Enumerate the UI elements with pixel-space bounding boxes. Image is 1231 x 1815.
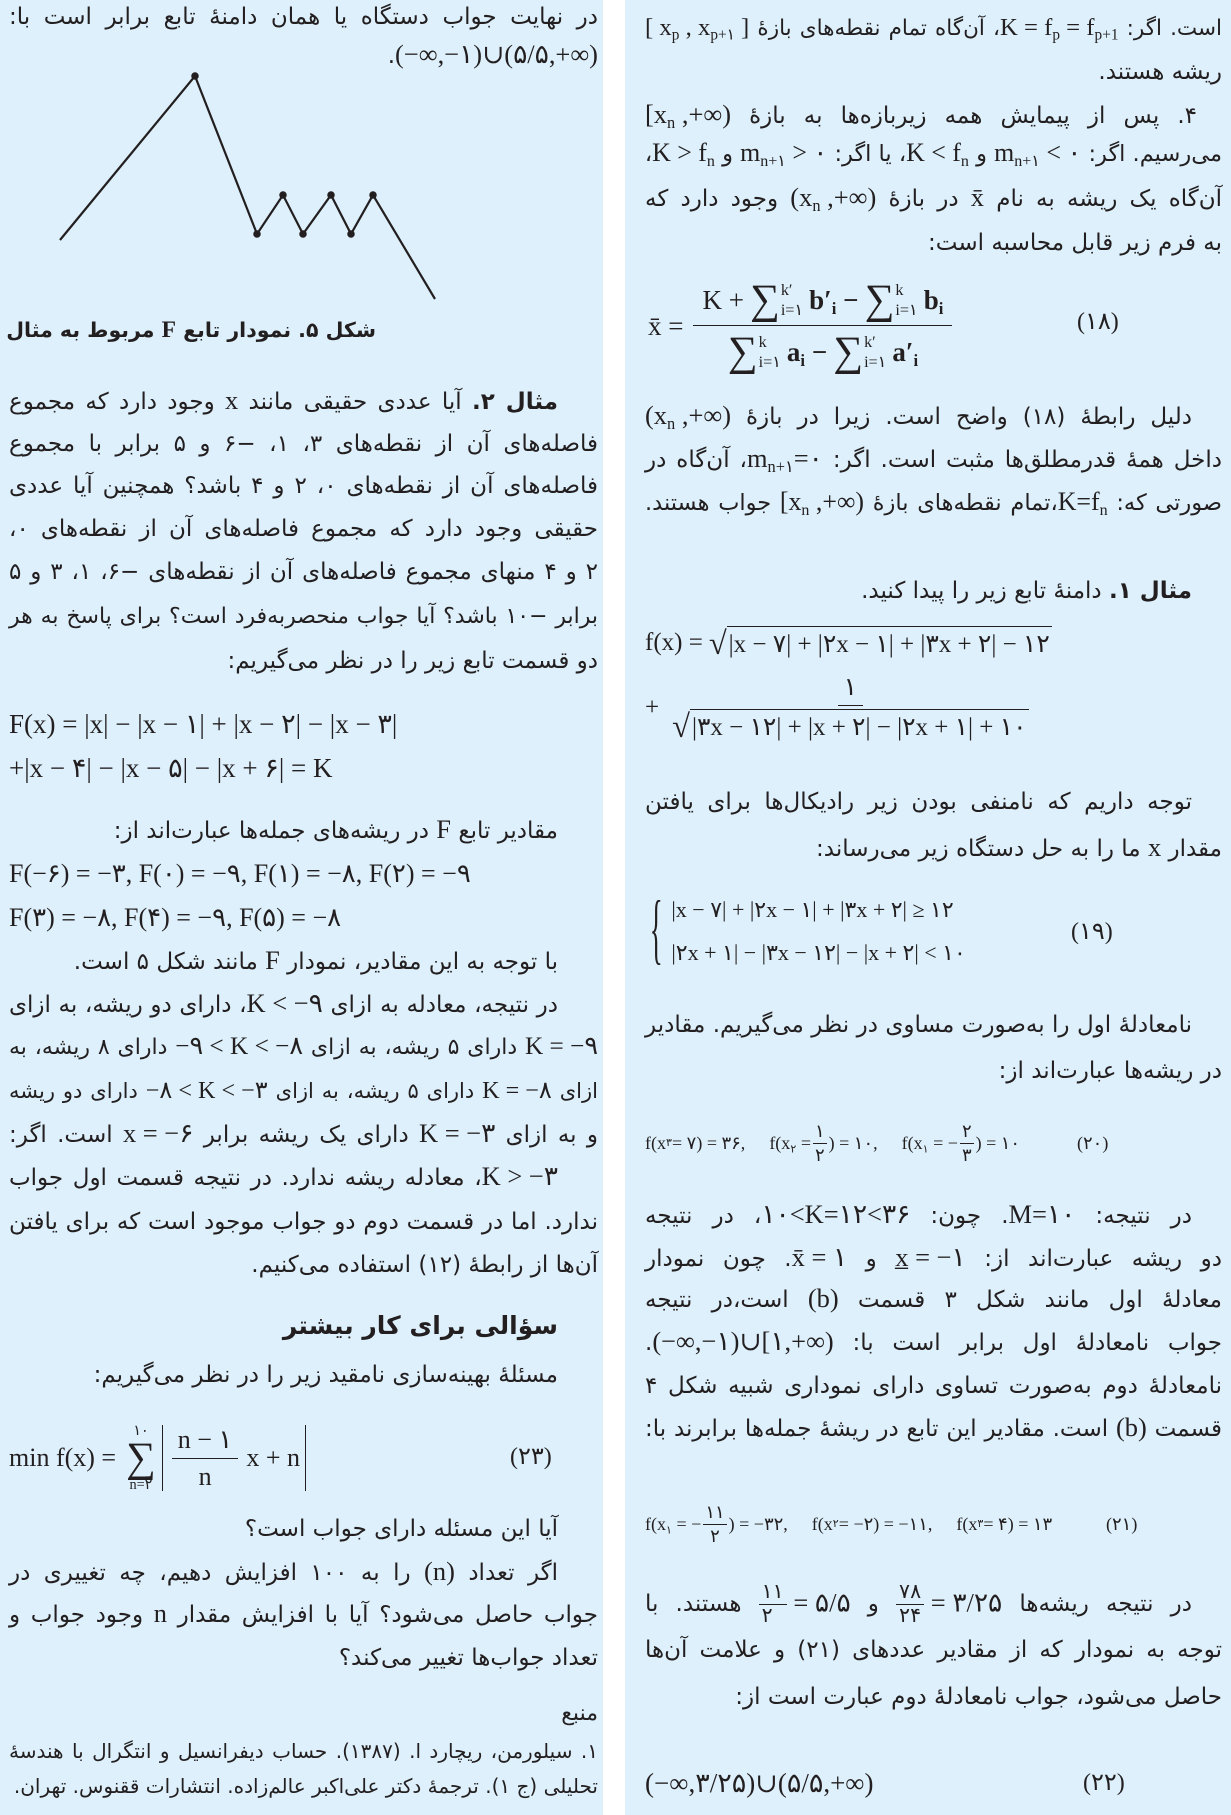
text-line: فاصله‌های آن از نقطه‌های ۳، ۱، −۶ و ۵ برابر با مجموع xyxy=(9,431,598,457)
text-segment: ، معادله ریشه ندارد. در نتیجه قسمت اول جواب xyxy=(9,1165,482,1191)
text-segment: است. مقادیر این تابع در ریشۀ جمله‌ها برابرند با: xyxy=(645,1416,1116,1442)
text-line: مسئلۀ بهینه‌سازی نامقید زیر را در نظر می‌گیریم: xyxy=(93,1362,558,1388)
text-segment: دارای ۸ ریشه، به xyxy=(9,1035,176,1060)
numerator: ۱۱ xyxy=(703,1502,726,1525)
F-values-line-2 xyxy=(9,897,341,939)
math-term: $a'_i$ xyxy=(892,337,919,371)
equation-18 xyxy=(648,277,956,375)
text-segment: دلیل رابطۀ (۱۸) واضح است. زیرا در بازۀ xyxy=(731,404,1192,430)
summation xyxy=(727,328,781,375)
example-2-line xyxy=(9,381,598,423)
inline-math: −۸ < K < −۳ xyxy=(145,1077,268,1104)
numerator: ۷۸ xyxy=(896,1581,924,1606)
text-line xyxy=(645,178,1222,220)
question-line xyxy=(9,1552,598,1594)
math-term xyxy=(902,1121,1020,1166)
denominator: ۲۴ xyxy=(899,1605,922,1628)
text-segment: را به ۱۰۰ افزایش دهیم، چه تغییری در xyxy=(9,1560,425,1586)
text-line xyxy=(9,984,598,1026)
caption-variable: F xyxy=(161,317,176,343)
domain-conclusion-line: در نهایت جواب دستگاه یا همان دامنۀ تابع برابر است با: xyxy=(9,4,598,30)
text-line xyxy=(9,1027,598,1069)
plus-sign: + xyxy=(645,693,660,721)
equation-number-19: (۱۹) xyxy=(1071,919,1113,945)
text-segment: جواب هستند. xyxy=(645,490,780,516)
text-segment: و به ازای xyxy=(495,1122,598,1148)
text-segment: ، آن‌گاه در xyxy=(645,447,747,473)
reference-1-line-1: ۱. سیلورمن، ریچارد ا. (۱۳۸۷). حساب دیفرانسیل و انتگرال با هندسۀ xyxy=(9,1739,598,1763)
question-line xyxy=(9,1594,598,1636)
sum-upper-limit: k′ xyxy=(864,333,876,352)
text-segment: ازای xyxy=(551,1079,598,1103)
equation-number-21: (۲۱) xyxy=(1106,1514,1138,1534)
text-segment: در نتیجه ریشه‌ها xyxy=(1002,1591,1192,1617)
inline-math: $K=f_n$ xyxy=(1057,487,1108,519)
inline-math xyxy=(896,1581,1002,1629)
figure-5-caption xyxy=(0,309,376,351)
text-line xyxy=(645,482,1222,524)
radical-icon: √ xyxy=(708,625,727,662)
left-brace-icon: { xyxy=(649,886,663,973)
text-segment: و xyxy=(714,141,741,167)
text-segment: و xyxy=(847,1246,896,1272)
fraction xyxy=(703,1502,726,1547)
equation-21 xyxy=(645,1501,1076,1547)
reference-1-line-2: تحلیلی (ج ۱). ترجمۀ دکتر علی‌اکبر عالم‌زاده. انتشارات ققنوس. تهران. xyxy=(13,1774,598,1798)
text-line: توجه به نمودار که از مقادیر عددهای (۲۱) و علامت آن‌ها xyxy=(645,1637,1222,1663)
inline-math: $K < f_n$ xyxy=(906,138,969,170)
text-segment: می‌رسیم. اگر: xyxy=(1081,141,1222,167)
right-column xyxy=(625,0,1231,1815)
equation-F-line-2 xyxy=(9,747,333,789)
text-segment: وجود دارد که مجموع xyxy=(9,389,226,415)
term-prefix: $f(x_۱$ = − xyxy=(645,1513,702,1536)
text-segment: ، دارای دو ریشه، به ازای xyxy=(9,992,247,1018)
caption-text: مربوط به مثال xyxy=(6,318,162,342)
text-line xyxy=(645,1238,1222,1280)
text-segment: وجود دارد که xyxy=(645,186,791,212)
inline-math: [$x_n$ ,+∞) xyxy=(645,99,731,132)
denominator: ۲ xyxy=(710,1525,720,1546)
text-line: برابر −۱۰ باشد؟ آیا جواب منحصربه‌فرد است؟ برای پاسخ به هر xyxy=(9,604,598,629)
fx-lhs: f(x) = xyxy=(645,629,703,656)
text-line xyxy=(645,1279,1222,1321)
inline-math: (−∞,−۱)∪[۱,+∞) xyxy=(652,1326,834,1356)
inline-math: n xyxy=(153,1598,167,1628)
left-column xyxy=(0,0,603,1815)
numerator xyxy=(693,277,952,326)
text-segment: مقادیر تابع xyxy=(451,818,558,844)
sum-lower-limit: i=۱ xyxy=(758,352,781,371)
caption-label: شکل ۵. xyxy=(298,318,376,342)
equation-F-line-1 xyxy=(9,703,397,745)
equation-text: F(x) = |x| − |x − ۱| + |x − ۲| − |x − ۳| xyxy=(9,708,398,739)
text-segment: در نتیجه: xyxy=(1075,1203,1192,1229)
summation xyxy=(864,277,918,323)
radicand: |x − ۷| + |۲x − ۱| + |۳x + ۲| − ۱۲ xyxy=(727,626,1052,660)
math-term: f(x ۳ = ۷) = ۳۶, xyxy=(645,1132,746,1153)
sigma-symbol: ∑ xyxy=(727,328,758,375)
inequality-2: |۲x + ۱| − |۳x − ۱۲| − |x + ۲| < ۱۰ xyxy=(671,940,966,965)
math-term: $a_i$ − xyxy=(786,337,828,371)
text-segment: هستند. با xyxy=(645,1591,759,1617)
text-line xyxy=(645,828,1222,870)
square-root xyxy=(709,626,1052,660)
math-term xyxy=(769,1121,877,1166)
inline-math: x̲ = −۱ xyxy=(895,1242,966,1272)
text-segment: ، xyxy=(644,141,653,167)
inline-math: x xyxy=(1147,832,1162,862)
math-term: K + xyxy=(702,285,744,316)
text-segment: و xyxy=(968,141,995,167)
inline-math: ۱۰<K=۱۲<۳۶ xyxy=(761,1199,911,1229)
function-F-polyline xyxy=(60,76,435,299)
text-segment: با توجه به این مقادیر، نمودار xyxy=(279,949,558,975)
inline-math: (b) xyxy=(807,1283,839,1313)
text-segment: داخل همۀ قدرمطلق‌ها مثبت است. اگر: xyxy=(822,447,1222,473)
numerator: ۱۱ xyxy=(759,1581,787,1606)
text-line: به فرم زیر قابل محاسبه است: xyxy=(928,230,1222,256)
text-segment: ، در نتیجه xyxy=(645,1203,762,1229)
equation-text: F(−۶) = −۳, F(۰) = −۹, F(۱) = −۸, F(۲) = −۹ xyxy=(9,859,471,888)
inline-math: [ $x_p$ , $x_{p+۱}$ ] xyxy=(645,14,750,44)
text-segment: جواب نامعادلۀ اول برابر است با: xyxy=(833,1330,1222,1356)
math-term: = ۵/۵ xyxy=(786,1587,851,1617)
radical-icon: √ xyxy=(672,708,690,745)
math-term: $b_i$ xyxy=(923,285,944,319)
inline-math: F xyxy=(436,814,452,844)
sigma-symbol: ∑ xyxy=(749,277,780,323)
example-1-label: مثال ۱. xyxy=(1108,578,1192,604)
text-line: در ریشه‌ها عبارت‌اند از: xyxy=(998,1058,1222,1084)
summation xyxy=(749,277,804,323)
numerator: ۲ xyxy=(960,1121,974,1144)
denominator: ۳ xyxy=(961,1144,972,1165)
sum-limits xyxy=(759,333,781,372)
inline-math: F xyxy=(265,945,280,975)
text-segment: آیا عددی حقیقی مانند xyxy=(238,389,472,415)
section-heading-further-work: سؤالی برای کار بیشتر xyxy=(282,1311,558,1340)
sum-upper-limit: k xyxy=(758,333,767,352)
radicand: |۳x − ۱۲| + |x + ۲| − |۲x + ۱| + ۱۰ xyxy=(690,709,1029,743)
sum-lower-limit: n=۲ xyxy=(129,1476,153,1493)
domain-answer-math: (−∞,−۱)∪(۵/۵,+∞) xyxy=(395,39,598,69)
math-term: = ۳/۲۵ xyxy=(924,1587,1003,1617)
text-segment: دامنۀ تابع زیر را پیدا کنید. xyxy=(861,578,1109,604)
equation-23 xyxy=(9,1420,306,1496)
sum-limits xyxy=(895,281,917,320)
inline-math: ($x_n$ ,+∞) xyxy=(790,182,877,215)
text-segment: مانند شکل ۵ است. xyxy=(73,949,266,975)
inline-math: K = −۸ xyxy=(482,1077,552,1104)
fraction xyxy=(693,277,952,375)
inline-math: K > −۳ xyxy=(481,1161,558,1191)
text-segment: . چون نمودار xyxy=(645,1246,792,1272)
text-segment: ، یا اگر: xyxy=(827,141,907,167)
inline-math: $m_{n+۱}$ > ۰ xyxy=(740,138,828,170)
equation-number-18: (۱۸) xyxy=(1077,309,1119,335)
text-line: ۲ و ۴ منهای مجموع فاصله‌های آن از نقطه‌های −۶، ۱، ۳ و ۵ xyxy=(9,559,599,585)
text-line xyxy=(645,8,1222,50)
term-suffix: ) = ۱۰ xyxy=(975,1132,1021,1153)
inline-math: (n) xyxy=(424,1556,455,1586)
text-segment: در ریشه‌های جمله‌ها عبارت‌اند از: xyxy=(113,818,437,844)
function-f-line-2 xyxy=(645,672,1042,743)
text-segment: ما را به حل دستگاه زیر می‌رساند: xyxy=(816,836,1148,862)
inline-math: x = −۶ xyxy=(122,1118,194,1148)
text-segment: وجود جواب و xyxy=(9,1602,154,1628)
inline-math: $m_{n+۱}$ < ۰ xyxy=(994,138,1082,170)
example-1-line xyxy=(645,570,1222,612)
text-segment: مقدار xyxy=(1161,836,1222,862)
text-line: دو قسمت تابع زیر را در نظر می‌گیریم: xyxy=(227,648,598,674)
eq23-rest: x + n xyxy=(246,1443,301,1472)
equation-text: F(۳) = −۸, F(۴) = −۹, F(۵) = −۸ xyxy=(9,903,342,932)
term-prefix: $f(x_۱$ = − xyxy=(901,1132,958,1155)
inline-math: K = −۹ xyxy=(524,1032,598,1060)
text-segment: قسمت xyxy=(1146,1416,1222,1442)
sum-lower-limit: i=۱ xyxy=(864,352,887,371)
text-segment: دارای ۵ ریشه، به ازای xyxy=(267,1079,483,1103)
equation-number-23: (۲۳) xyxy=(510,1444,552,1470)
equation-number-22: (۲۲) xyxy=(1083,1770,1125,1796)
term-prefix: $f(x_۲$ = xyxy=(769,1132,811,1155)
F-values-line-1 xyxy=(9,853,471,895)
text-line xyxy=(9,1070,598,1112)
text-segment: است. اگر: xyxy=(1118,16,1223,41)
vertex-dots xyxy=(195,76,373,234)
denominator: ۲ xyxy=(761,1605,773,1628)
text-segment: و xyxy=(850,1591,897,1617)
text-line: حاصل می‌شود، جواب نامعادلۀ دوم عبارت است از: xyxy=(735,1684,1222,1710)
step-4-line xyxy=(645,95,1222,137)
sum-limits xyxy=(781,281,803,320)
term-suffix: ) = ۱۰, xyxy=(828,1132,878,1153)
inline-math: x xyxy=(225,385,239,415)
question-line: آیا این مسئله دارای جواب است؟ xyxy=(244,1516,558,1542)
equation-20 xyxy=(645,1120,1044,1166)
sigma-symbol: ∑ xyxy=(833,328,864,375)
inline-math: ($x_n$ ,+∞) xyxy=(645,400,731,433)
eq18-lhs: x̄ = xyxy=(648,311,684,342)
summation xyxy=(126,1424,156,1492)
text-segment: . چون: xyxy=(910,1203,1009,1229)
text-segment: ، آن‌گاه تمام نقطه‌های بازۀ xyxy=(749,16,1000,41)
inline-math xyxy=(759,1581,851,1629)
text-line: ریشه هستند. xyxy=(1098,59,1222,85)
text-line: ندارد. اما در قسمت دوم دو جواب موجود است که برای یافتن xyxy=(9,1209,598,1235)
text-segment: دارای دو ریشه xyxy=(9,1079,146,1103)
fraction xyxy=(813,1121,827,1166)
text-line: فاصله‌های آن از نقطه‌های ۰، ۲ و ۴ باشد؟ همچنین آیا عددی xyxy=(9,473,599,499)
denominator: ۲ xyxy=(814,1144,825,1165)
math-term: f(x ۲ = −۲) = −۱۱, xyxy=(811,1513,933,1534)
text-segment: در نتیجه، معادله به ازای xyxy=(322,992,558,1018)
absolute-value xyxy=(162,1425,306,1491)
numerator: ۱ xyxy=(838,672,863,706)
inline-math: $K > f_n$ xyxy=(652,138,715,170)
fraction xyxy=(960,1121,974,1166)
math-term xyxy=(645,1502,788,1547)
numerator: n − ۱ xyxy=(172,1425,239,1459)
function-f-line-1 xyxy=(645,626,1052,660)
system-lines xyxy=(671,888,965,974)
equation-22 xyxy=(645,1762,874,1804)
inline-math: $K = f_p = f_{p+1}$ xyxy=(999,14,1119,44)
inline-math: [$x_n$ ,+∞) xyxy=(779,487,864,519)
term-suffix: ) = −۳۲, xyxy=(728,1513,788,1534)
text-segment: صورتی که: xyxy=(1107,490,1222,516)
sigma-symbol: ∑ xyxy=(864,277,895,323)
text-line: نامعادلۀ دوم به‌صورت تساوی دارای نموداری شبیه شکل ۴ xyxy=(645,1373,1222,1399)
text-line xyxy=(9,941,598,983)
equation-text: (−∞,۳/۲۵)∪(۵/۵,+∞) xyxy=(645,1767,874,1798)
text-line xyxy=(645,1574,1222,1634)
equation-text: +|x − ۴| − |x − ۵| − |x + ۶| = K xyxy=(9,752,333,783)
inline-math: K < −۹ xyxy=(246,988,323,1018)
text-segment: ۴. پس از پیمایش همه زیربازه‌ها به بازۀ xyxy=(731,103,1197,129)
sum-lower-limit: i=۱ xyxy=(780,300,804,319)
inline-math: $m_{n+۱}=۰$ xyxy=(746,443,823,476)
text-line xyxy=(645,1195,1222,1237)
text-segment: . xyxy=(645,1330,653,1356)
text-line: نامعادلۀ اول را به‌صورت مساوی در نظر می‌گیریم. مقادیر xyxy=(645,1012,1192,1038)
text-line xyxy=(645,396,1222,438)
text-segment: در بازۀ xyxy=(876,186,971,212)
period: . xyxy=(387,43,396,69)
text-segment: معادلۀ اول مانند شکل ۳ قسمت xyxy=(838,1287,1222,1313)
fraction xyxy=(172,1425,239,1492)
inline-math: x̄ = ۱ xyxy=(791,1242,848,1272)
references-title: منبع xyxy=(561,1701,598,1726)
summation xyxy=(833,328,887,375)
text-line xyxy=(9,1114,598,1156)
caption-text: نمودار تابع xyxy=(176,318,299,342)
numerator: ۱ xyxy=(813,1121,827,1144)
inline-math: K = −۳ xyxy=(419,1118,496,1148)
figure-5-graph xyxy=(0,0,603,320)
text-segment: است،در نتیجه xyxy=(645,1287,808,1313)
square-root xyxy=(672,709,1028,743)
text-line xyxy=(645,133,1222,175)
inline-math: M=۱۰ xyxy=(1008,1199,1076,1229)
sum-upper-limit: k xyxy=(895,281,904,300)
equation-number-20: (۲۰) xyxy=(1077,1133,1109,1153)
sigma-symbol: ∑ xyxy=(126,1434,156,1481)
text-segment: جواب حاصل می‌شود؟ آیا با افزایش مقدار xyxy=(166,1602,598,1628)
text-segment: آن‌گاه یک ریشه به نام xyxy=(984,186,1222,212)
question-line: تعداد جواب‌ها تغییر می‌کند؟ xyxy=(338,1645,598,1671)
eq23-lhs: min f(x) = xyxy=(9,1443,117,1472)
text-segment: دارای یک ریشه برابر xyxy=(193,1122,419,1148)
inequality-1: |x − ۷| + |۲x − ۱| + |۳x + ۲| ≥ ۱۲ xyxy=(671,897,954,922)
values-intro-line xyxy=(9,810,598,852)
text-line xyxy=(645,1408,1222,1450)
sum-upper-limit: ۱۰ xyxy=(133,1422,149,1439)
example-2-label: مثال ۲. xyxy=(471,389,558,415)
text-segment: دو ریشه عبارت‌اند از: xyxy=(965,1246,1222,1272)
sum-limits xyxy=(864,333,886,372)
text-line xyxy=(9,1157,598,1199)
text-line: حقیقی وجود دارد که مجموع فاصله‌های آن از نقطه‌های ۰، xyxy=(9,516,598,542)
text-line: آن‌ها از رابطۀ (۱۲) استفاده می‌کنیم. xyxy=(251,1252,598,1278)
text-line: توجه داریم که نامنفی بودن زیر رادیکال‌ها برای یافتن xyxy=(645,789,1192,815)
text-segment: ،تمام نقطه‌های بازۀ xyxy=(864,490,1058,516)
inequality-system-19 xyxy=(649,888,966,974)
math-term: f(x ۳ = ۴) = ۱۳ xyxy=(956,1513,1053,1534)
denominator xyxy=(663,706,1037,743)
sum-lower-limit: i=۱ xyxy=(895,300,918,319)
fraction xyxy=(663,672,1037,743)
text-line xyxy=(645,1322,1222,1364)
text-line xyxy=(645,439,1222,481)
inline-math: −۹ < K < −۸ xyxy=(175,1032,304,1060)
fraction xyxy=(759,1581,787,1629)
text-segment: اگر تعداد xyxy=(454,1560,558,1586)
denominator xyxy=(719,326,927,374)
inline-math: (b) xyxy=(1115,1412,1147,1442)
text-segment: است. اگر: xyxy=(9,1122,123,1148)
sum-upper-limit: k′ xyxy=(780,281,793,300)
text-segment: دارای ۵ ریشه، به ازای xyxy=(303,1035,525,1060)
inline-math: x̄ xyxy=(970,182,985,212)
math-term: $b'_i$ − xyxy=(809,285,859,319)
denominator: n xyxy=(198,1461,212,1491)
fraction xyxy=(896,1581,924,1629)
